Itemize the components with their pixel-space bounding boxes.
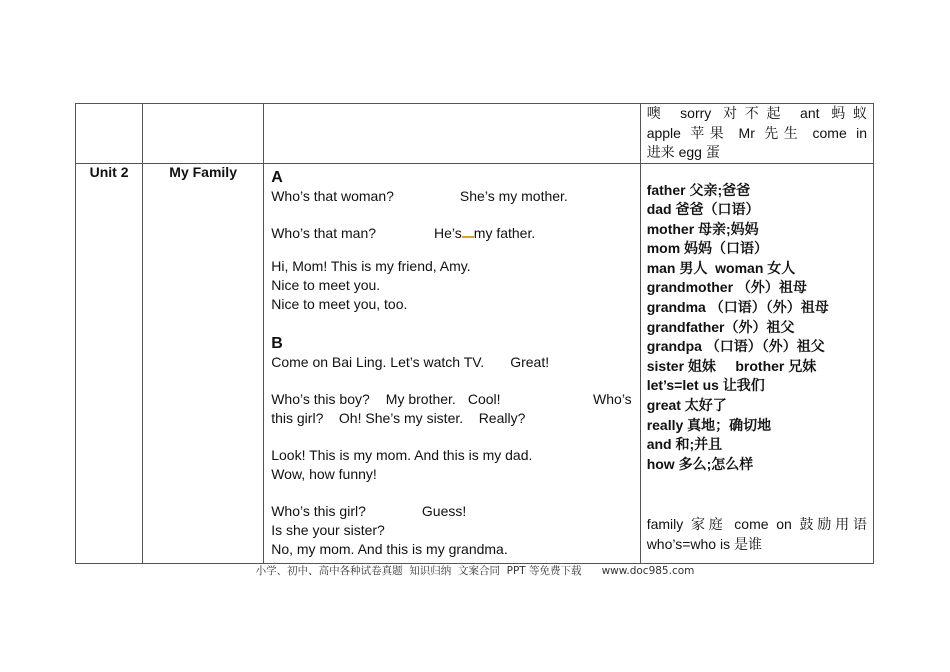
vocab-item: great 太好了 [646,397,727,414]
vocab-line: 噢 sorry 对不起 ant 蚂蚁 [646,105,867,121]
vocab-line: 进来 egg 蛋 [646,144,720,160]
dialogue-cell [264,163,640,563]
top-vocab-cell [640,104,873,164]
dialogue-line: Who’s that man? He’s my father. [271,224,536,241]
vocab-cell [640,163,873,563]
table-cell [143,104,264,164]
vocab-item: dad 爸爸（口语） [646,201,760,218]
dialogue-line: Nice to meet you. [271,276,381,293]
vocab-item: mom 妈妈（口语） [646,240,769,257]
section-b-heading: B [271,334,283,352]
lesson-table [75,103,874,564]
vocab-item: grandma （口语）（外）祖母 [646,299,829,316]
dialogue-line: Come on Bai Ling. Let’s watch TV. Great! [271,353,550,370]
dialogue-line: this girl? Oh! She’s my sister. Really? [271,409,526,426]
table-cell [264,104,640,164]
dialogue-line: Wow, how funny! [271,465,377,482]
dialogue-line: Who’s that woman? She’s my mother. [271,187,568,204]
vocab-item: let’s=let us 让我们 [646,377,765,394]
vocab-item: grandmother （外）祖母 [646,279,807,296]
table-cell [76,104,143,164]
table-row [76,104,874,164]
dialogue-line: No, my mom. And this is my grandma. [271,540,508,557]
page-footer: 小学、初中、高中各种试卷真题 知识归纳 文案合同 PPT 等免费下载 www.doc985.com [255,565,695,577]
vocab-item: grandpa （口语）（外）祖父 [646,338,825,355]
vocab-item: sister 姐妹 brother 兄妹 [646,357,817,374]
dialogue-line: Who’s this boy? My brother. Cool! Who’s [271,390,632,407]
vocab-item: who’s=who is 是谁 [646,535,762,552]
dialogue-line: Hi, Mom! This is my friend, Amy. [271,257,471,274]
vocab-item: family 家庭 come on 鼓励用语 [646,515,867,532]
dialogue-line: Look! This is my mom. And this is my dad. [271,446,533,463]
vocab-item: really 真地；确切地 [646,416,772,433]
vocab-item: man 男人 woman 女人 [646,259,796,276]
vocab-item: grandfather（外）祖父 [646,318,795,335]
unit-title-cell: My Family [143,163,264,563]
vocab-line: apple 苹果 Mr 先生 come in [646,124,867,141]
vocab-item: and 和;并且 [646,436,723,453]
section-a-heading: A [271,168,283,186]
dialogue-line: Who’s this girl? Guess! [271,502,467,519]
dialogue-line: Is she your sister? [271,521,385,538]
vocab-item: father 父亲;爸爸 [646,181,751,198]
unit-cell: Unit 2 [76,163,143,563]
table-row [76,163,874,563]
dialogue-line: Nice to meet you, too. [271,295,408,312]
vocab-item: mother 母亲;妈妈 [646,220,759,237]
vocab-item: how 多么;怎么样 [646,455,754,472]
